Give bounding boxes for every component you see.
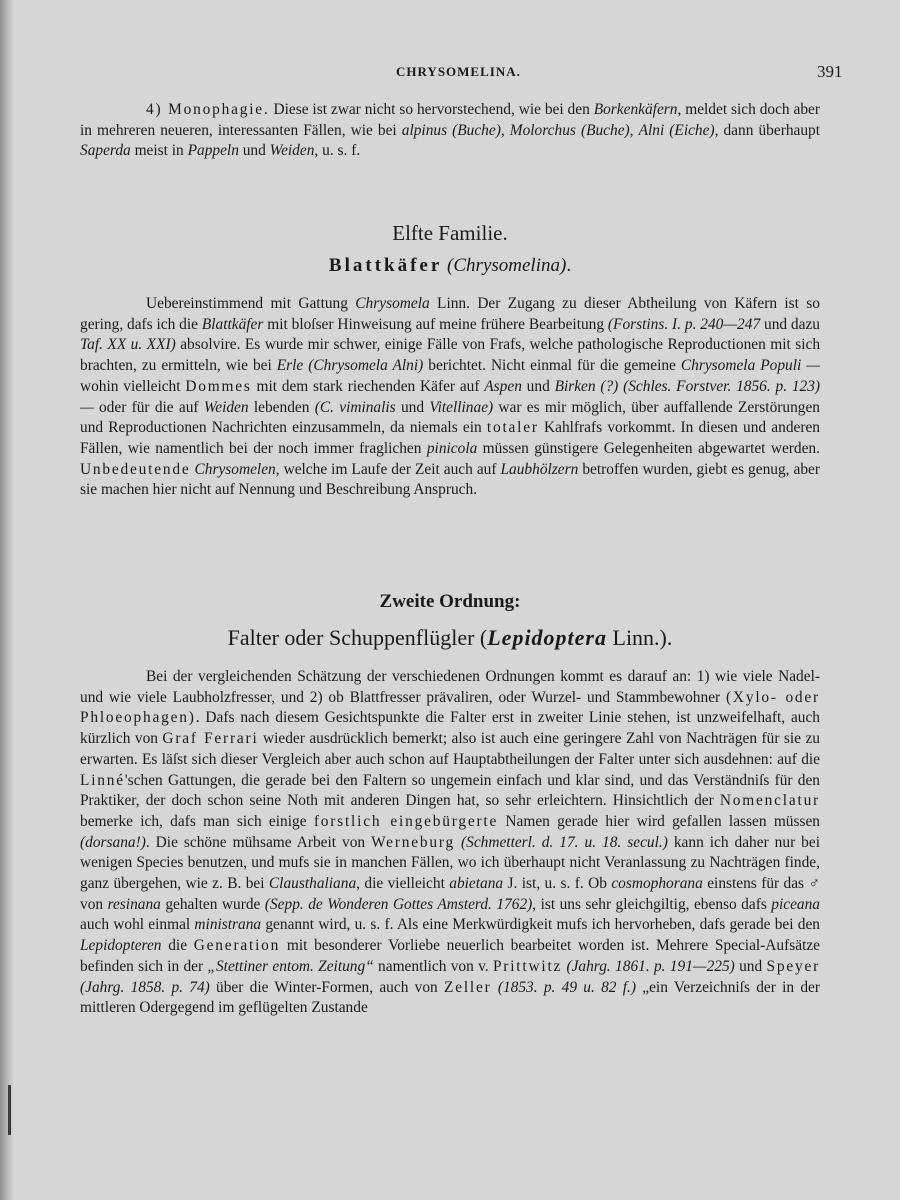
text-run: müssen günstigere Gelegenheiten abgewartet werden. [477,439,820,457]
text-run: . Dafs nach diesem Gesichtspunkte die Falter erst in zweiter Linie stehen, ist unzweifelhaft, auch kürzlich von [80,709,820,748]
spaced-word: (Xylo- oder Phloeophagen) [80,688,820,727]
italic-term: Saperda [80,142,131,160]
spaced-name: Werneburg [371,833,456,851]
text-run: mit dem stark riechenden Käfer auf [251,377,485,395]
text-run: genannt wird, u. s. f. Als eine Merkwürdigkeit mufs ich hervorheben, dafs gerade bei den [261,916,820,934]
text-run: lebenden [248,398,315,416]
text-run: wohin vielleicht [80,377,186,395]
text-run: und [395,398,430,416]
italic-term: abietana [449,875,504,893]
italic-term: (dorsana!) [80,833,146,851]
italic-term: Weiden [203,398,249,416]
italic-term: cosmophorana [611,875,703,893]
italic-term: Borkenkäfern [593,101,678,118]
italic-term: Blattkäfer [201,315,264,333]
text-run: kann ich daher nur bei wenigen Species benutzen, und mufs sie in manchen Fällen, wo ich überhaupt nicht Veranlassung zu Nachträgen finde, ganz übergehen, wie z. B. bei [80,833,820,893]
spaced-word: totaler [486,419,539,437]
order-latin-name: Lepidoptera [487,625,607,650]
family-latin-name: (Chrysomelina) [447,255,567,276]
italic-term: pinicola [426,439,478,457]
running-head-title: CHRYSOMELINA. [396,64,521,79]
italic-term: (Schmetterl. d. 17. u. 18. secul.) [461,833,668,851]
spaced-name: Dommes [185,377,252,395]
text-run: und dazu [760,315,820,333]
text-run: und [238,142,270,160]
text-run: absolvire. Es wurde mir schwer, einige Fälle von Frafs, welche pathologische Reproductionen mit sich brachten, zu ermitteln, wie bei [80,336,821,375]
italic-term: (Jahrg. 1858. p. 74) [80,978,210,996]
italic-term: Alni (Eiche) [638,121,715,139]
paragraph-monophagie [80,100,820,162]
spaced-name: Graf Ferrari [162,730,259,748]
text-run: mit bloſser Hinweisung auf meine frühere Bearbeitung [263,315,608,333]
italic-term: (C. viminalis [314,398,396,416]
text-run: wieder ausdrücklich bemerkt; also ist auch eine geringere Zahl von Nachträgen für sie zu erwarten. Es läſst sich dieser Vergleich aber auch schon auf Hauptabtheilungen der Falter unter sich ausdehnen: auf die [80,730,820,768]
italic-term: Birken (?) (Schles. Forstver. 1856. p. 123) — [80,377,821,416]
text-run: die [161,937,194,955]
spaced-name: Zeller [444,978,492,996]
text-run: 'schen Gattungen, die gerade bei den Faltern so ungemein einfach und klar sind, und das Verständniſs für den Praktiker, der doch schon seine Noth mit anderen Dingen hat, so sehr erleichtern. Hinsichtlich der [80,771,820,810]
italic-term: ministrana [194,916,262,934]
italic-term: Molorchus (Buche) [509,121,630,139]
spaced-name: Linné [80,771,125,789]
italic-term: resinana [107,895,161,913]
text-run: , welche im Laufe der Zeit auch auf [275,460,501,478]
paragraph-chrysomelina [80,294,820,501]
italic-term: Weiden [269,142,315,160]
italic-term: „Stettiner entom. Zeitung“ [207,957,374,975]
text-run: betroffen wurden, giebt es genug, aber sie machen hier nicht auf Nennung und Beschreibung Anspruch. [80,460,821,499]
running-head [0,62,900,86]
spaced-name: Speyer [766,957,821,975]
text-run: , dann überhaupt [714,121,821,139]
italic-term: Taf. XX u. XXI) [80,336,176,354]
text-run: Namen gerade hier wird gefallen lassen müssen [498,812,820,830]
order-subheading [0,625,900,651]
text-run: gehalten wurde [160,895,265,913]
order-author: Linn.). [607,625,673,650]
text-run: J. ist, u. s. f. Ob [503,875,612,893]
text-run: Linn. Der Zugang zu dieser Abtheilung von Käfern ist so gering, dafs ich die [80,295,820,333]
text-run: auch wohl einmal [80,916,195,934]
text-run: Bei der vergleichenden Schätzung der verschiedenen Ordnungen kommt es darauf an: 1) wie viele Nadel- und wie viele Laubholzfresser, und 2) ob Blattfresser prävaliren, oder Wurzel- und Stammbewohner [80,668,820,706]
text-run: oder für die auf [93,398,204,416]
italic-term: (1853. p. 49 u. 82 f.) [497,978,636,996]
text-run: , [500,121,510,139]
text-run: , die vielleicht [356,875,450,893]
text-run: . Die schöne mühsame Arbeit von [145,833,372,851]
paragraph-label: 4) Monophagie. [146,101,270,118]
italic-term: Chrysomelen [194,460,276,478]
italic-term: (Forstins. I. p. 240—247 [607,315,761,333]
family-name: Blattkäfer [328,255,443,276]
italic-term: Laubhölzern [500,460,579,478]
text-run: einstens für das ♂ von [80,875,820,913]
italic-term: Chrysomela [355,295,430,312]
paragraph-lepidoptera [80,667,820,1019]
text-run: berichtet. Nicht einmal für die gemeine [423,357,681,375]
text-run: meist in [130,142,188,160]
spaced-name: Prittwitz [492,957,563,975]
italic-term: (Jahrg. 1861. p. 191—225) [566,957,735,975]
order-title: Falter oder Schuppenflügler ( [227,625,488,650]
text-run: , ist uns sehr gleichgiltig, ebenso dafs [532,895,772,913]
italic-term: Pappeln [187,142,239,160]
text-run: über die Winter-Formen, auch von [209,978,445,996]
italic-term: Chrysomela Populi — [680,357,820,375]
italic-term: piceana [771,895,821,913]
text-run: Kahlfrafs vorkommt. In diesen und anderen Fällen, wie namentlich bei der noch immer fraglichen [80,419,820,457]
text-run: Diese ist zwar nicht so hervorstechend, wie bei den [269,101,594,118]
italic-term: (Sepp. de Wonderen Gottes Amsterd. 1762) [264,895,533,913]
text-run: , meldet sich doch aber in mehreren neueren, interessanten Fällen, wie bei [80,101,821,139]
family-subheading [0,255,900,277]
text-run: Uebereinstimmend mit Gattung [146,295,356,312]
text-run: war es mir möglich, über auffallende Zerstörungen und Reproductionen Nachrichten einzusammeln, da niemals ein [80,398,821,437]
text-run: namentlich von v. [373,957,493,975]
family-period: . [566,255,572,276]
spaced-word: forstlich eingebürgerte [313,812,499,830]
spaced-word: Unbedeutende [80,460,191,478]
text-run: und [521,377,555,395]
italic-term: alpinus (Buche) [401,121,501,139]
margin-mark [8,1085,11,1135]
text-run: „ein Verzeichniſs der in der mittleren Odergegend im geflügelten Zustande [80,978,820,1017]
order-heading: Zweite Ordnung: [379,591,521,612]
page-number: 391 [817,62,843,81]
italic-term: Lepidopteren [80,937,162,955]
spaced-word: Generation [193,937,281,955]
text-run: , [629,121,639,139]
italic-term: Clausthaliana [268,875,357,893]
family-heading: Elfte Familie. [392,221,508,245]
italic-term: Aspen [484,377,522,395]
text-run: mit besonderer Vorliebe neuerlich bearbeitet worden ist. Mehrere Special-Aufsätze befinden sich in der [80,937,821,975]
text-run: und [734,957,767,975]
italic-term: Vitellinae) [429,398,494,416]
spaced-word: Nomenclatur [719,792,820,810]
text-run: bemerke ich, dafs man sich einige [80,812,314,830]
italic-term: Erle (Chrysomela Alni) [276,357,424,375]
text-run: , u. s. f. [314,142,361,160]
